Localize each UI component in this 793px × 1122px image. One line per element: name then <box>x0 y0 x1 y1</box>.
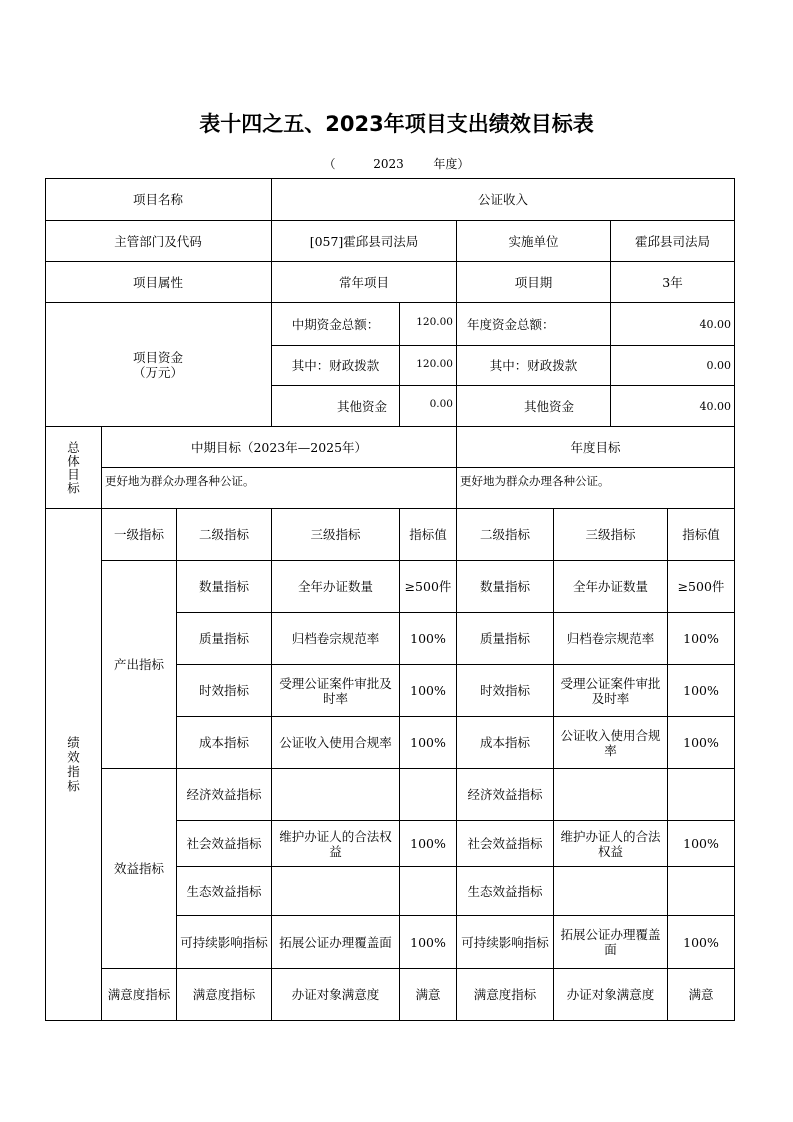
overall-mid-text: 更好地为群众办理各种公证。 <box>102 468 457 509</box>
table-row-mid-l2: 经济效益指标 <box>177 769 272 821</box>
annual-other-label: 其他资金 <box>457 386 611 427</box>
table-row-annual-l2: 时效指标 <box>457 665 554 717</box>
table-row-mid-val: ≥500件 <box>400 561 457 613</box>
table-row-annual-l2: 成本指标 <box>457 717 554 769</box>
mid-other-label: 其他资金 <box>272 386 400 427</box>
table-row-mid-l3: 受理公证案件审批及时率 <box>272 665 400 717</box>
table-row-mid-l3: 公证收入使用合规率 <box>272 717 400 769</box>
funds-label <box>45 303 272 427</box>
header-annual-val: 指标值 <box>668 509 735 561</box>
overall-annual-header: 年度目标 <box>457 427 735 468</box>
header-annual-l3: 三级指标 <box>554 509 668 561</box>
page-title: 表十四之五、2023年项目支出绩效目标表 <box>199 112 594 136</box>
table-row-mid-l2: 生态效益指标 <box>177 867 272 916</box>
year-open: （ <box>323 157 336 171</box>
table-row-annual-l3: 维护办证人的合法权益 <box>554 821 668 867</box>
table-row-annual-val <box>668 867 735 916</box>
mid-total-label: 中期资金总额： <box>272 303 400 346</box>
table-row-mid-l3: 拓展公证办理覆盖面 <box>272 916 400 969</box>
table-row-mid-l2: 社会效益指标 <box>177 821 272 867</box>
table-row-annual-l3 <box>554 867 668 916</box>
period-value: 3年 <box>611 262 735 303</box>
table-row-annual-l3: 归档卷宗规范率 <box>554 613 668 665</box>
table-row-mid-val: 100% <box>400 665 457 717</box>
annual-fiscal-value: 0.00 <box>611 346 735 386</box>
table-row-annual-val: 100% <box>668 665 735 717</box>
attr-label: 项目属性 <box>45 262 272 303</box>
table-row-annual-l2: 满意度指标 <box>457 969 554 1021</box>
header-l1: 一级指标 <box>102 509 177 561</box>
annual-other-value: 40.00 <box>611 386 735 427</box>
table-row-mid-val: 100% <box>400 717 457 769</box>
output-label: 产出指标 <box>102 561 177 769</box>
benefit-label: 效益指标 <box>102 769 177 969</box>
dept-label: 主管部门及代码 <box>45 221 272 262</box>
table-row-mid-val <box>400 867 457 916</box>
period-label: 项目期 <box>457 262 611 303</box>
annual-total-label: 年度资金总额： <box>457 303 611 346</box>
table-row-mid-val: 100% <box>400 613 457 665</box>
mid-total-value: 120.00 <box>400 303 457 346</box>
dept-value: [057]霍邱县司法局 <box>272 221 457 262</box>
table-row-mid-l2: 质量指标 <box>177 613 272 665</box>
overall-mid-header: 中期目标（2023年—2025年） <box>102 427 457 468</box>
perf-label <box>45 509 102 1021</box>
table-row-annual-l3 <box>554 769 668 821</box>
table-row-mid-val: 100% <box>400 916 457 969</box>
table-row-mid-l3: 维护办证人的合法权益 <box>272 821 400 867</box>
annual-total-value: 40.00 <box>611 303 735 346</box>
table-row-annual-val: 100% <box>668 821 735 867</box>
mid-fiscal-label: 其中：财政拨款 <box>272 346 400 386</box>
table-row-annual-val: 100% <box>668 613 735 665</box>
attr-value: 常年项目 <box>272 262 457 303</box>
table-row-mid-val: 100% <box>400 821 457 867</box>
satisfaction-label: 满意度指标 <box>102 969 177 1021</box>
table-row-annual-l3: 拓展公证办理覆盖面 <box>554 916 668 969</box>
table-row-mid-l2: 满意度指标 <box>177 969 272 1021</box>
table-row-annual-val: 满意 <box>668 969 735 1021</box>
project-name-label: 项目名称 <box>45 178 272 221</box>
table-row-mid-l2: 可持续影响指标 <box>177 916 272 969</box>
mid-other-value: 0.00 <box>400 386 457 427</box>
table-row-mid-l3: 办证对象满意度 <box>272 969 400 1021</box>
table-row-annual-l2: 社会效益指标 <box>457 821 554 867</box>
annual-fiscal-label: 其中：财政拨款 <box>457 346 611 386</box>
funds-label-text: 项目资金（万元） <box>132 349 183 380</box>
table-row-mid-l3 <box>272 867 400 916</box>
table-row-mid-l3: 全年办证数量 <box>272 561 400 613</box>
year-value: 2023 <box>373 157 404 171</box>
table-row-annual-val: 100% <box>668 916 735 969</box>
table-row-annual-val: ≥500件 <box>668 561 735 613</box>
table-row-mid-l2: 数量指标 <box>177 561 272 613</box>
table-row-mid-l2: 时效指标 <box>177 665 272 717</box>
table-row-annual-val: 100% <box>668 717 735 769</box>
table-row-annual-l2: 质量指标 <box>457 613 554 665</box>
mid-fiscal-value: 120.00 <box>400 346 457 386</box>
table-row-annual-l3: 办证对象满意度 <box>554 969 668 1021</box>
overall-label <box>45 427 102 509</box>
table-row-annual-l3: 公证收入使用合规率 <box>554 717 668 769</box>
table-row-annual-l2: 生态效益指标 <box>457 867 554 916</box>
year-suffix: 年度） <box>433 157 470 171</box>
header-mid-l2: 二级指标 <box>177 509 272 561</box>
table-row-annual-l2: 数量指标 <box>457 561 554 613</box>
overall-label-text: 总体目标 <box>65 440 81 495</box>
overall-annual-text: 更好地为群众办理各种公证。 <box>457 468 735 509</box>
table-row-annual-l3: 受理公证案件审批及时率 <box>554 665 668 717</box>
impl-value: 霍邱县司法局 <box>611 221 735 262</box>
table-row-mid-l3 <box>272 769 400 821</box>
table-row-mid-val <box>400 769 457 821</box>
header-mid-val: 指标值 <box>400 509 457 561</box>
table-row-annual-l2: 经济效益指标 <box>457 769 554 821</box>
perf-label-text: 绩效指标 <box>65 735 81 794</box>
table-row-annual-val <box>668 769 735 821</box>
table-row-annual-l2: 可持续影响指标 <box>457 916 554 969</box>
project-name-value: 公证收入 <box>272 178 735 221</box>
table-row-annual-l3: 全年办证数量 <box>554 561 668 613</box>
header-annual-l2: 二级指标 <box>457 509 554 561</box>
header-mid-l3: 三级指标 <box>272 509 400 561</box>
table-row-mid-l3: 归档卷宗规范率 <box>272 613 400 665</box>
table-row-mid-l2: 成本指标 <box>177 717 272 769</box>
impl-label: 实施单位 <box>457 221 611 262</box>
table-row-mid-val: 满意 <box>400 969 457 1021</box>
